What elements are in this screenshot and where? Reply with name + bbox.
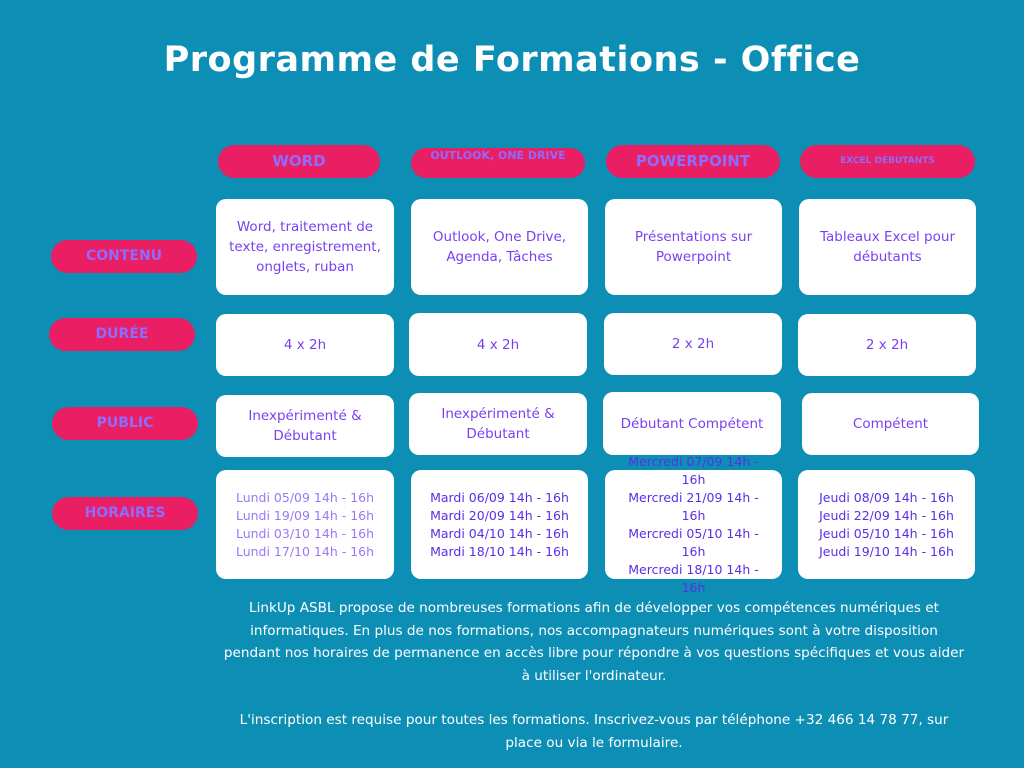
column-header-powerpoint: POWERPOINT — [606, 145, 780, 178]
column-header-excel: EXCEL DÉBUTANTS — [800, 145, 975, 178]
page-title: Programme de Formations - Office — [163, 40, 861, 80]
footer-paragraph-intro: LinkUp ASBL propose de nombreuses formations afin de développer vos compétences numériques et informatiques. En plus de nos formations, nos accompagnateurs numériques sont à votre disposition pendant nos horaires de permanence en accès libre pour répondre à vos questions spécifiques et vous aider à utiliser l'ordinateur. — [223, 600, 965, 684]
schedule-line: Mardi 06/09 14h - 16h — [430, 489, 569, 505]
cell-public-word: Inexpérimenté & Débutant — [216, 395, 394, 457]
cell-contenu-word: Word, traitement de texte, enregistrement, onglets, ruban — [216, 199, 394, 295]
cell-horaires-excel — [798, 470, 975, 579]
cell-contenu-powerpoint: Présentations sur Powerpoint — [605, 199, 782, 295]
schedule-line: Jeudi 19/10 14h - 16h — [819, 543, 954, 559]
cell-contenu-outlook: Outlook, One Drive, Agenda, Tâches — [411, 199, 588, 295]
schedule-line: Lundi 05/09 14h - 16h — [235, 489, 375, 505]
schedule-line: Lundi 19/09 14h - 16h — [235, 507, 375, 523]
schedule-line: Mercredi 21/09 14h - 16h — [628, 489, 759, 523]
schedule-line: Mercredi 05/10 14h - 16h — [628, 525, 759, 559]
schedule-line: Mardi 20/09 14h - 16h — [430, 507, 569, 523]
cell-horaires-word — [216, 470, 394, 579]
schedule-line: Jeudi 05/10 14h - 16h — [819, 525, 954, 541]
row-label-contenu: CONTENU — [51, 240, 197, 273]
cell-contenu-excel: Tableaux Excel pour débutants — [799, 199, 976, 295]
schedule-line: Lundi 03/10 14h - 16h — [235, 525, 375, 541]
cell-public-outlook: Inexpérimenté & Débutant — [409, 393, 587, 455]
cell-horaires-outlook — [411, 470, 588, 579]
schedule-line: Jeudi 22/09 14h - 16h — [819, 507, 954, 523]
cell-duree-excel: 2 x 2h — [798, 314, 976, 376]
schedule-line: Lundi 17/10 14h - 16h — [235, 543, 375, 559]
cell-duree-powerpoint: 2 x 2h — [604, 313, 782, 375]
footer-paragraph-registration: L'inscription est requise pour toutes les formations. Inscrivez-vous par téléphone +32 466 14 78 77, sur place ou via le formulaire. — [239, 712, 949, 751]
schedule-line: Mercredi 18/10 14h - 16h — [628, 561, 759, 595]
row-label-public: PUBLIC — [52, 407, 198, 440]
row-label-horaires: HORAIRES — [52, 497, 198, 530]
footer-text — [222, 597, 966, 754]
cell-public-powerpoint: Débutant Compétent — [603, 392, 781, 455]
cell-duree-outlook: 4 x 2h — [409, 313, 587, 376]
row-label-duree: DURÉE — [49, 318, 195, 351]
cell-public-excel: Compétent — [802, 393, 979, 455]
column-header-outlook: OUTLOOK, ONE DRIVE — [411, 148, 585, 178]
schedule-line: Mardi 04/10 14h - 16h — [430, 525, 569, 541]
cell-duree-word: 4 x 2h — [216, 314, 394, 376]
cell-horaires-powerpoint — [605, 453, 782, 595]
schedule-line: Mercredi 07/09 14h - 16h — [628, 453, 759, 487]
schedule-line: Jeudi 08/09 14h - 16h — [819, 489, 954, 505]
column-header-word: WORD — [218, 145, 380, 178]
schedule-line: Mardi 18/10 14h - 16h — [430, 543, 569, 559]
